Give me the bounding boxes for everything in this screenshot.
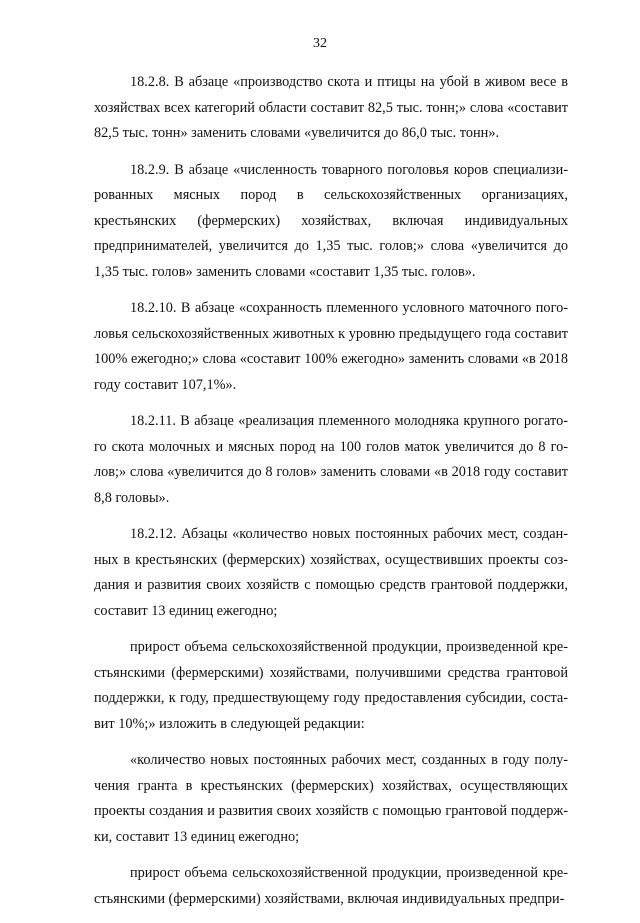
paragraph-jobs-new: «количество новых постоянных рабочих мест, созданных в году получения гранта в крестьянских (фермерских) хозяйствах, осуществляющих проекты создания и развития своих хозяйств с помощью грантовой поддержки, составит 13 единиц ежегодно; xyxy=(94,752,568,845)
paragraph-growth-old: прирост объема сельскохозяйственной продукции, произведенной крестьянскими (фермерскими) хозяйствами, получившими средства грантовой поддержки, к году, предшествующему году предоставления субсидии, составит 10%;» изложить в следующей редакции: xyxy=(94,639,568,732)
paragraph-18-2-12: 18.2.12. Абзацы «количество новых постоянных рабочих мест, созданных в крестьянских (фермерских) хозяйствах, осуществивших проекты создания и развития своих хозяйств с помощью средств грантовой поддержки, составит 13 единиц ежегодно; xyxy=(94,526,568,619)
paragraph-growth-new: прирост объема сельскохозяйственной продукции, произведенной крестьянскими (фермерскими) хозяйствами, включая индивидуальных предпри- xyxy=(94,865,568,907)
paragraph-18-2-9: 18.2.9. В абзаце «численность товарного поголовья коров специализированных мясных пород в сельскохозяйственных организациях, крестьянских (фермерских) хозяйствах, включая индивидуальных предпринимателей, увеличится до 1,35 тыс. голов;» слова «увеличится до 1,35 тыс. голов» заменить словами «составит 1,35 тыс. голов». xyxy=(94,161,568,280)
paragraph-18-2-10: 18.2.10. В абзаце «сохранность племенного условного маточного поголовья сельскохозяйственных животных к уровню предыдущего года составит 100% ежегодно;» слова «составит 100% ежегодно» заменить словами «в 2018 году составит 107,1%». xyxy=(94,300,568,393)
paragraph-18-2-11: 18.2.11. В абзаце «реализация племенного молодняка крупного рогатого скота молочных и мясных пород на 100 голов маток увеличится до 8 голов;» слова «увеличится до 8 голов» заменить словами «в 2018 году составит 8,8 головы». xyxy=(94,413,568,506)
page-number: 32 xyxy=(313,36,327,51)
document-body xyxy=(94,70,568,923)
paragraph-18-2-8: 18.2.8. В абзаце «производство скота и птицы на убой в живом весе в хозяйствах всех категорий области составит 82,5 тыс. тонн;» слова «составит 82,5 тыс. тонн» заменить словами «увеличится до 86,0 тыс. тонн». xyxy=(94,74,568,141)
